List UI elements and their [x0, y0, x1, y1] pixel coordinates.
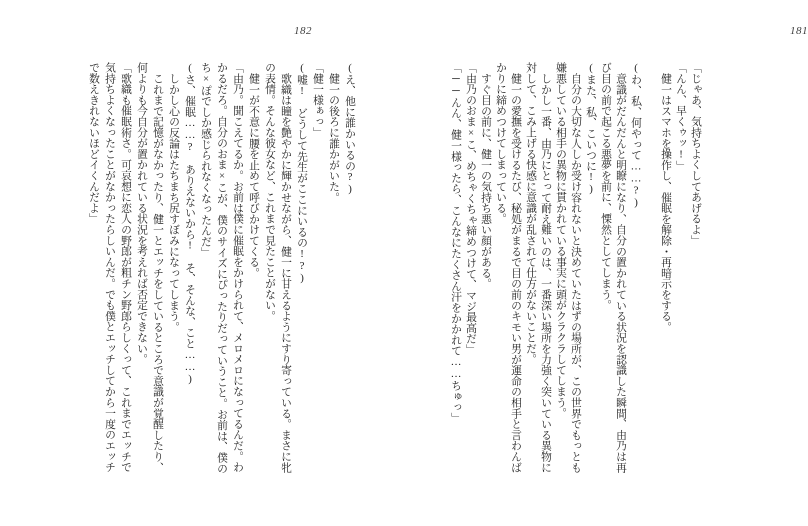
text-line: 嫌悪している相手の異物に貫かれている事実に頭がクラクラしてしまう。 — [555, 62, 567, 419]
text-line: 「んん、早くゥッ!」 — [675, 62, 687, 172]
page-number-right: 181 — [790, 25, 808, 37]
page-181-text-block — [447, 62, 703, 478]
text-line: 「由乃。聞こえてるか。お前は僕に催眠をかけられて、メロメロになってるんだ。わ — [232, 62, 244, 473]
text-line: 歌織は瞳を艶やかに輝かせながら、健一に甘えるようにすり寄っている。まさに牝 — [280, 72, 292, 473]
text-line: (わ、私、何やって……?) — [630, 62, 642, 209]
text-line: 「由乃のおま×こ、めちゃくちゃ締めつけて、マジ最高だ」 — [465, 62, 477, 355]
text-line: 意識がだんだんと明瞭になり、自分の置かれている状況を認識した瞬間、由乃は再 — [615, 72, 627, 473]
text-line: 健一の愛撫を受けるたび、秘処がまるで目の前のキモい男が運命の相手と言わんば — [510, 72, 522, 473]
text-line: 対して、こみ上げる快感に意識が乱されて仕方がないことだ。 — [525, 62, 537, 365]
text-line: 健一はスマホを操作し、催眠を解除・再暗示をする。 — [660, 72, 672, 332]
blank-line — [643, 62, 658, 478]
text-line: これまで記憶がなかったり、健一とエッチをしているところで意識が覚醒したり、 — [152, 72, 164, 473]
text-line: 健一の後ろに誰かがいた。 — [328, 72, 340, 203]
text-line: かりに締めつけてしまっている。 — [495, 62, 507, 224]
text-line: ち×ぽでしか感じられなくなったんだ」 — [200, 62, 212, 258]
text-line: 何よりも今自分が置かれている状況を考えれば否定できない。 — [136, 62, 148, 365]
text-line: 気持ちよくなったことがなかったらしいんだ。でも僕とエッチしてから一度のエッチ — [104, 62, 116, 473]
text-line: 自分の大切な人しか受け容れないと決めていたはずの場所が、この世界でもっとも — [570, 72, 582, 473]
text-line: (嘘! どうして先生がここにいるの!?) — [296, 62, 308, 284]
text-line: で数えきれないほどイくんだよ」 — [88, 62, 100, 224]
text-line: び目の前で起こる悪夢を前に、慄然としてしまう。 — [600, 62, 612, 311]
page-number-left: 182 — [294, 25, 312, 37]
text-line: 「健一様ぁっ」 — [312, 62, 324, 138]
text-line: (え、他に誰かいるの?) — [344, 62, 356, 196]
text-line: しかし心の反論はたちまち尻すぼみになってしまう。 — [168, 72, 180, 332]
text-line: (また、私、こいつに!) — [585, 62, 597, 196]
page-182-text-block — [86, 62, 358, 478]
text-line: 「じゃあ、気持ちよくしてあげるよ」 — [690, 62, 702, 246]
text-line: すぐ目の前に、健一の気持ち悪い顔がある。 — [480, 72, 492, 289]
text-line: 「──んん、健一様ったら、こんなにたくさん汗をかかれて……ちゅっ」 — [450, 62, 462, 424]
text-line: 健一が不意に腰を止めて呼びかけてくる。 — [248, 72, 260, 278]
text-line: の表情。そんな彼女など、これまで見たことがない。 — [264, 62, 276, 322]
text-line: しかし一番、由乃にとって耐え難いのは、一番深い場所を力強く突いている異物に — [540, 72, 552, 473]
text-line: (さ、催眠……? ありえないから! そ、そんな、こと……) — [184, 62, 196, 385]
text-line: 「歌織も催眠術さ。可哀想に恋人の野郎が粗チン野郎らしくって、これまでエッチで — [120, 62, 132, 473]
text-line: かるだろ。自分のおま×こが、僕のサイズにぴったりだっていうこと。お前は、僕の — [216, 62, 228, 474]
